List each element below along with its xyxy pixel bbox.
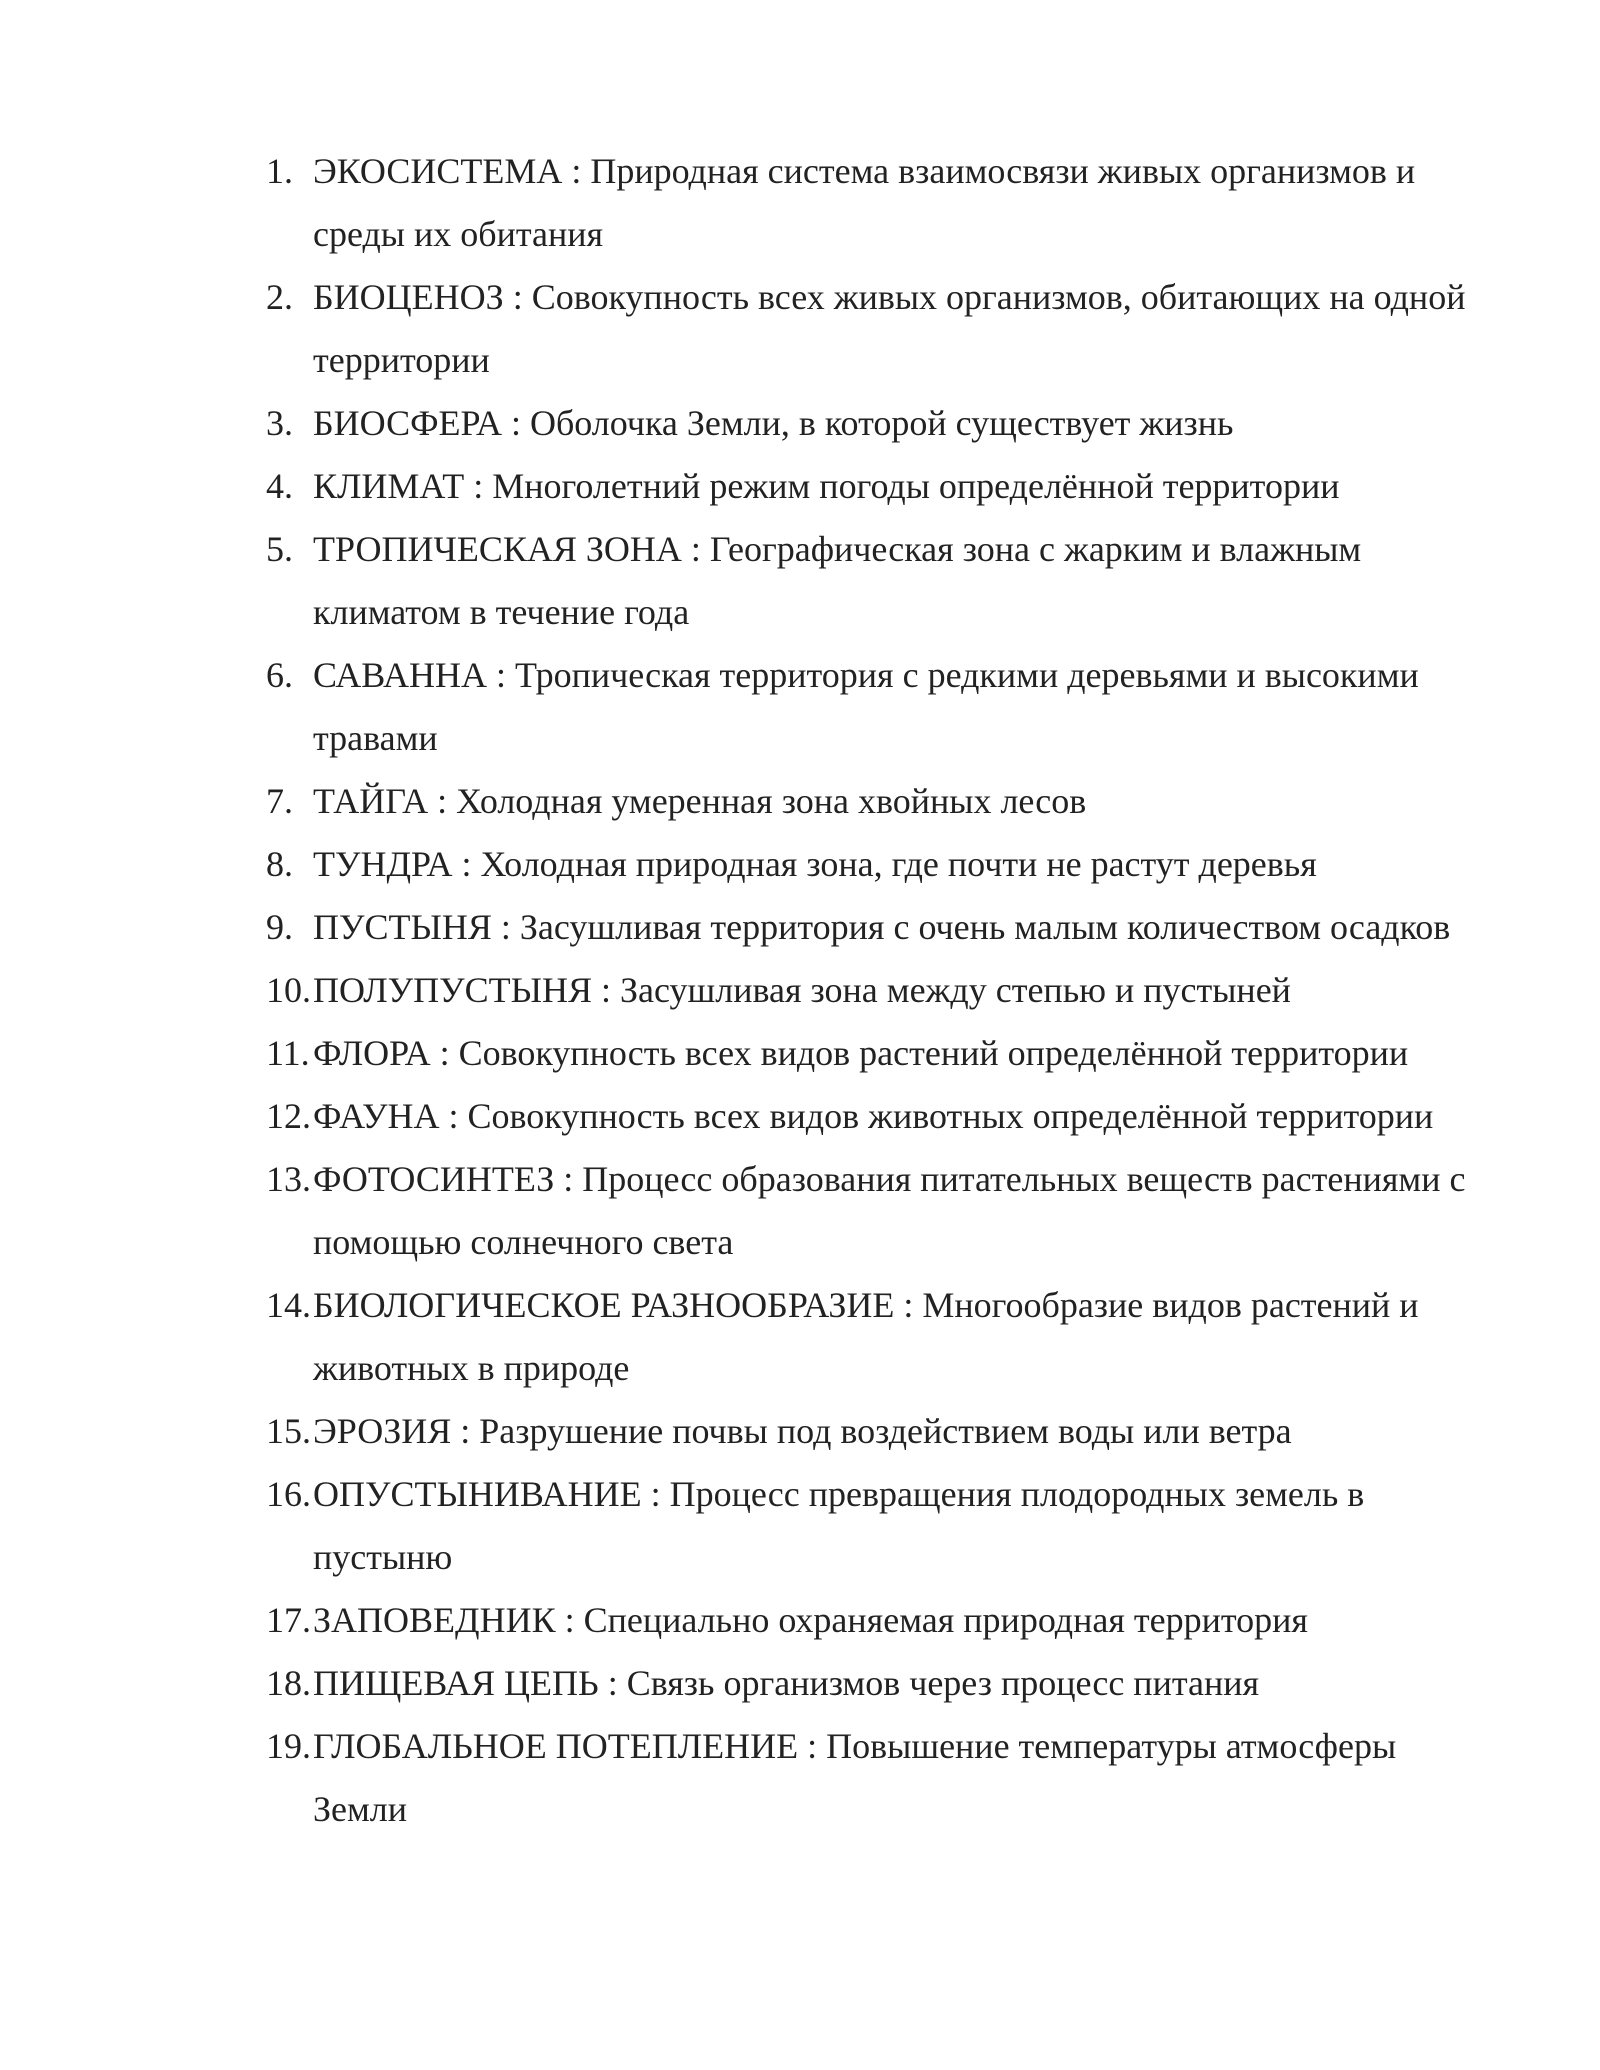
list-item — [266, 644, 1496, 770]
item-text: ОПУСТЫНИВАНИЕ : Процесс превращения плодородных земель в пустыню — [313, 1474, 1365, 1577]
list-item — [266, 1148, 1496, 1274]
item-number: 1. — [266, 151, 293, 191]
item-text: БИОЦЕНОЗ : Совокупность всех живых организмов, обитающих на одной территории — [313, 277, 1466, 380]
list-item — [266, 455, 1496, 518]
item-number: 4. — [266, 466, 293, 506]
list-item — [266, 959, 1496, 1022]
item-number: 3. — [266, 403, 293, 443]
item-text: КЛИМАТ : Многолетний режим погоды определённой территории — [313, 466, 1340, 506]
list-item — [266, 1022, 1496, 1085]
item-number: 18. — [266, 1663, 311, 1703]
list-item — [266, 896, 1496, 959]
list-item — [266, 1463, 1496, 1589]
item-text: ПОЛУПУСТЫНЯ : Засушливая зона между степью и пустыней — [313, 970, 1291, 1010]
item-text: САВАННА : Тропическая территория с редкими деревьями и высокими травами — [313, 655, 1419, 758]
list-item — [266, 1400, 1496, 1463]
item-number: 15. — [266, 1411, 311, 1451]
item-text: ПИЩЕВАЯ ЦЕПЬ : Связь организмов через процесс питания — [313, 1663, 1260, 1703]
item-number: 11. — [266, 1033, 310, 1073]
item-number: 5. — [266, 529, 293, 569]
item-text: ЗАПОВЕДНИК : Специально охраняемая природная территория — [313, 1600, 1308, 1640]
item-number: 17. — [266, 1600, 311, 1640]
item-number: 14. — [266, 1285, 311, 1325]
item-text: ПУСТЫНЯ : Засушливая территория с очень малым количеством осадков — [313, 907, 1451, 947]
item-number: 10. — [266, 970, 311, 1010]
item-text: ФЛОРА : Совокупность всех видов растений определённой территории — [313, 1033, 1409, 1073]
list-item — [266, 1085, 1496, 1148]
list-item — [266, 140, 1496, 266]
list-item — [266, 518, 1496, 644]
item-text: ТАЙГА : Холодная умеренная зона хвойных лесов — [313, 781, 1087, 821]
list-item — [266, 392, 1496, 455]
item-number: 12. — [266, 1096, 311, 1136]
glossary-list — [266, 140, 1496, 1841]
item-number: 9. — [266, 907, 293, 947]
list-item — [266, 833, 1496, 896]
item-text: ФОТОСИНТЕЗ : Процесс образования питательных веществ растениями с помощью солнечного света — [313, 1159, 1466, 1262]
item-text: ЭКОСИСТЕМА : Природная система взаимосвязи живых организмов и среды их обитания — [313, 151, 1416, 254]
item-number: 19. — [266, 1726, 311, 1766]
item-number: 6. — [266, 655, 293, 695]
item-number: 7. — [266, 781, 293, 821]
list-item — [266, 1589, 1496, 1652]
item-text: ТРОПИЧЕСКАЯ ЗОНА : Географическая зона с жарким и влажным климатом в течение года — [313, 529, 1362, 632]
item-number: 2. — [266, 277, 293, 317]
list-item — [266, 1274, 1496, 1400]
item-text: ЭРОЗИЯ : Разрушение почвы под воздействием воды или ветра — [313, 1411, 1292, 1451]
list-item — [266, 1652, 1496, 1715]
list-item — [266, 1715, 1496, 1841]
item-text: БИОСФЕРА : Оболочка Земли, в которой существует жизнь — [313, 403, 1234, 443]
item-text: БИОЛОГИЧЕСКОЕ РАЗНООБРАЗИЕ : Многообразие видов растений и животных в природе — [313, 1285, 1419, 1388]
list-item — [266, 266, 1496, 392]
item-number: 13. — [266, 1159, 311, 1199]
item-text: ФАУНА : Совокупность всех видов животных определённой территории — [313, 1096, 1434, 1136]
item-number: 8. — [266, 844, 293, 884]
item-text: ТУНДРА : Холодная природная зона, где почти не растут деревья — [313, 844, 1317, 884]
list-item — [266, 770, 1496, 833]
item-number: 16. — [266, 1474, 311, 1514]
item-text: ГЛОБАЛЬНОЕ ПОТЕПЛЕНИЕ : Повышение температуры атмосферы Земли — [313, 1726, 1397, 1829]
